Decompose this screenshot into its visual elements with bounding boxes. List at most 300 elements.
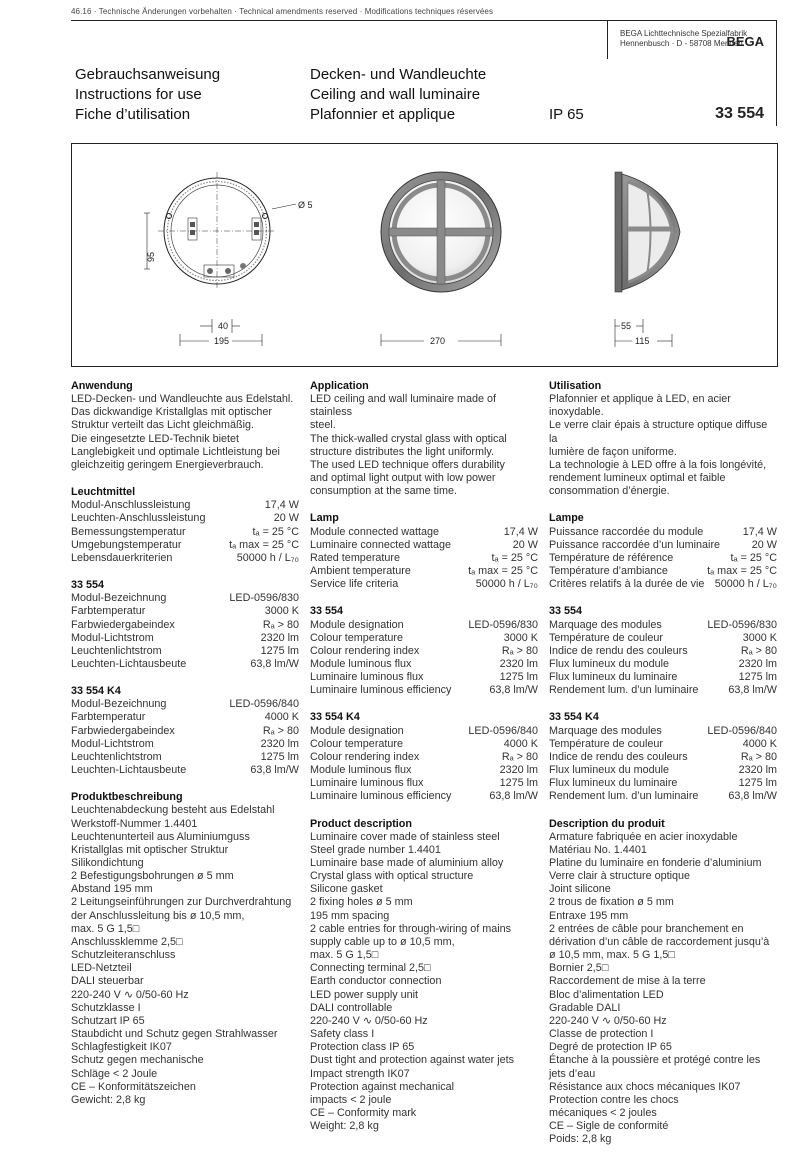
spec-value: 2320 lm — [499, 764, 538, 777]
spec-value: 2320 lm — [499, 657, 538, 670]
text-line: Bloc d’alimentation LED — [549, 988, 664, 1001]
spec-row — [71, 592, 299, 605]
text-line: Anschlussklemme 2,5□ — [71, 935, 183, 948]
spec-label: Leuchtenlichtstrom — [71, 644, 162, 657]
text-line: gleichzeitig geringem Energieverbrauch. — [71, 458, 264, 471]
variant-840-section — [310, 711, 538, 803]
text-line: Poids: 2,8 kg — [549, 1133, 612, 1146]
spec-value: 63,8 lm/W — [489, 790, 538, 803]
spec-value: LED-0596/830 — [468, 618, 538, 631]
text-line: Abstand 195 mm — [71, 883, 153, 896]
text-line: and optimal light output with low power — [310, 472, 496, 485]
text-line: 2 cable entries for through-wiring of mains — [310, 922, 512, 935]
spec-row — [310, 777, 538, 790]
text-line: Silicone gasket — [310, 883, 383, 896]
article-number: 33 554 — [715, 105, 764, 122]
dim-hole-label: Ø 5 — [298, 200, 313, 210]
text-line: supply cable up to ø 10,5 mm, — [310, 935, 455, 948]
top-note: 46.16 · Technische Änderungen vorbehalten · Technical amendments reserved · Modifications techniques réservées — [71, 7, 494, 16]
text-line: Protection class IP 65 — [310, 1041, 415, 1054]
spec-label: Module designation — [310, 618, 404, 631]
spec-label: Bemessungstemperatur — [71, 525, 186, 538]
product-name-fr: Plafonnier et applique — [310, 106, 456, 123]
text-line: Protection against mechanical — [310, 1080, 455, 1093]
text-line: 2 entrées de câble pour branchement en — [549, 922, 744, 935]
spec-row — [71, 619, 299, 632]
application-section-heading: Anwendung — [71, 380, 133, 392]
spec-label: Température de référence — [549, 551, 674, 564]
text-line: 220-240 V ∿ 0/50-60 Hz — [549, 1014, 667, 1027]
spec-row — [549, 764, 777, 777]
spec-row — [310, 552, 538, 565]
spec-value: Rₐ > 80 — [740, 750, 777, 763]
spec-row — [71, 698, 299, 711]
spec-label: Farbtemperatur — [71, 605, 146, 618]
text-line: Platine du luminaire en fonderie d’aluminium — [549, 857, 762, 869]
spec-label: Rendement lum. d’un luminaire — [549, 790, 699, 803]
text-line: 2 trous de fixation ø 5 mm — [549, 896, 674, 909]
text-line: Staubdicht und Schutz gegen Strahlwasser — [71, 1028, 278, 1041]
text-line: Werkstoff-Nummer 1.4401 — [71, 817, 198, 830]
variant-840-section-heading: 33 554 K4 — [310, 711, 360, 724]
text-line: LED ceiling and wall luminaire made of stainless — [310, 393, 497, 419]
text-line: DALI controllable — [310, 1001, 393, 1014]
spec-row — [549, 539, 777, 552]
spec-value: 63,8 lm/W — [489, 684, 538, 697]
product-description-section-text — [549, 831, 777, 1147]
text-line: Luminaire cover made of stainless steel — [310, 830, 500, 843]
variant-840-section-heading: 33 554 K4 — [71, 685, 121, 698]
spec-value: tₐ = 25 °C — [730, 551, 777, 564]
spec-label: Module luminous flux — [310, 764, 412, 777]
text-line: DALI steuerbar — [71, 975, 144, 988]
spec-value: tₐ max = 25 °C — [468, 565, 538, 578]
text-line: Silikondichtung — [71, 857, 144, 869]
product-description-section-heading: Produktbeschreibung — [71, 791, 183, 804]
spec-row — [71, 499, 299, 512]
spec-label: Critères relatifs à la durée de vie — [549, 578, 705, 591]
lamp-section — [549, 512, 777, 591]
text-line: The used LED technique offers durability — [310, 458, 505, 471]
spec-value: 1275 lm — [738, 671, 777, 684]
spec-label: Luminaire luminous efficiency — [310, 684, 452, 697]
lamp-section — [71, 486, 299, 565]
spec-label: Marquage des modules — [549, 724, 662, 737]
spec-label: Modul-Lichtstrom — [71, 737, 154, 750]
product-description-section-text — [310, 831, 538, 1134]
spec-value: 20 W — [512, 538, 538, 551]
text-line: Impact strength IK07 — [310, 1067, 410, 1080]
text-line: steel. — [310, 419, 336, 432]
text-line: Luminaire base made of aluminium alloy — [310, 857, 504, 869]
doc-title-de: Gebrauchsanweisung — [75, 66, 221, 83]
ip-rating: IP 65 — [549, 106, 584, 123]
spec-row — [549, 658, 777, 671]
text-line: der Anschlussleitung bis ø 10,5 mm, — [71, 909, 245, 922]
spec-row — [71, 751, 299, 764]
spec-value: 17,4 W — [742, 525, 777, 538]
spec-label: Umgebungstemperatur — [71, 538, 182, 551]
dim-diameter-label: 270 — [430, 336, 446, 346]
text-line: CE – Sigle de conformité — [549, 1120, 669, 1133]
product-description-section — [549, 818, 777, 1147]
variant-840-section — [549, 711, 777, 803]
spec-value: 50000 h / L₇₀ — [714, 578, 777, 591]
spec-row — [71, 711, 299, 724]
spec-row — [549, 552, 777, 565]
spec-value: tₐ max = 25 °C — [229, 538, 299, 551]
text-line: Étanche à la poussière et protégé contre les — [549, 1054, 761, 1067]
spec-label: Module luminous flux — [310, 657, 412, 670]
lamp-section-heading: Lamp — [310, 512, 339, 525]
spec-row — [71, 738, 299, 751]
spec-row — [549, 790, 777, 803]
spec-row — [310, 738, 538, 751]
doc-title-en: Instructions for use — [75, 86, 202, 103]
spec-value: 20 W — [751, 538, 777, 551]
spec-row — [549, 684, 777, 697]
spec-label: Leuchten-Lichtausbeute — [71, 657, 187, 670]
spec-row — [310, 684, 538, 697]
text-line: Le verre clair épais à structure optique diffuse la — [549, 419, 768, 445]
spec-label: Modul-Bezeichnung — [71, 698, 167, 711]
product-description-section-heading: Description du produit — [549, 817, 665, 830]
text-line: Schlagfestigkeit IK07 — [71, 1041, 172, 1054]
spec-row — [549, 777, 777, 790]
spec-value: 1275 lm — [499, 671, 538, 684]
spec-label: Flux lumineux du luminaire — [549, 777, 678, 790]
spec-row — [71, 512, 299, 525]
spec-row — [310, 565, 538, 578]
spec-value: 2320 lm — [260, 737, 299, 750]
spec-value: 3000 K — [264, 605, 299, 618]
spec-label: Rated temperature — [310, 551, 401, 564]
text-line: CE – Konformitätszeichen — [71, 1080, 196, 1093]
spec-label: Colour rendering index — [310, 644, 420, 657]
product-description-section — [71, 791, 299, 1107]
spec-value: 1275 lm — [260, 750, 299, 763]
spec-row — [310, 658, 538, 671]
spec-row — [71, 526, 299, 539]
text-line: Matériau No. 1.4401 — [549, 843, 647, 856]
spec-value: 3000 K — [742, 631, 777, 644]
spec-value: 2320 lm — [738, 764, 777, 777]
column-de — [71, 380, 299, 1121]
spec-label: Puissance raccordée d’un luminaire — [549, 538, 721, 551]
spec-label: Flux lumineux du module — [549, 764, 670, 777]
dim-depth-small: 55 — [621, 321, 632, 331]
text-line: 2 Befestigungsbohrungen ø 5 mm — [71, 870, 234, 883]
variant-830-section — [549, 605, 777, 697]
spec-row — [310, 725, 538, 738]
column-fr — [549, 380, 777, 1160]
spec-row — [310, 671, 538, 684]
spec-value: 63,8 lm/W — [250, 764, 299, 777]
spec-label: Module designation — [310, 724, 404, 737]
spec-row — [310, 764, 538, 777]
spec-label: Leuchten-Lichtausbeute — [71, 764, 187, 777]
spec-value: 17,4 W — [503, 525, 538, 538]
spec-value: 4000 K — [742, 737, 777, 750]
text-line: rendement lumineux optimal et faible — [549, 472, 726, 485]
spec-value: 50000 h / L₇₀ — [475, 578, 538, 591]
text-line: Steel grade number 1.4401 — [310, 843, 441, 856]
spec-label: Indice de rendu des couleurs — [549, 750, 688, 763]
lamp-section-heading: Leuchtmittel — [71, 486, 136, 499]
spec-value: tₐ = 25 °C — [491, 551, 538, 564]
text-line: LED-Netzteil — [71, 962, 132, 975]
dim-spacing-large: 195 — [214, 336, 230, 346]
spec-row — [71, 605, 299, 618]
spec-row — [310, 790, 538, 803]
text-line: Schläge < 2 Joule — [71, 1067, 158, 1080]
spec-label: Colour temperature — [310, 631, 404, 644]
spec-label: Module connected wattage — [310, 525, 440, 538]
text-line: Classe de protection I — [549, 1028, 654, 1041]
side-view-drawing — [615, 172, 680, 347]
spec-value: Rₐ > 80 — [501, 644, 538, 657]
lamp-section-heading: Lampe — [549, 512, 584, 525]
spec-row — [310, 632, 538, 645]
spec-value: 17,4 W — [264, 499, 299, 512]
spec-value: 4000 K — [503, 737, 538, 750]
spec-row — [71, 645, 299, 658]
product-name-en: Ceiling and wall luminaire — [310, 86, 481, 103]
variant-840-section-heading: 33 554 K4 — [549, 711, 599, 724]
spec-value: 20 W — [273, 512, 299, 525]
text-line: Struktur verteilt das Licht gleichmäßig. — [71, 419, 255, 432]
text-line: Schutzart IP 65 — [71, 1014, 145, 1027]
spec-label: Colour temperature — [310, 737, 404, 750]
spec-label: Leuchten-Anschlussleistung — [71, 512, 206, 525]
product-description-section-heading: Product description — [310, 817, 412, 830]
spec-value: tₐ = 25 °C — [252, 525, 299, 538]
spec-label: Farbtemperatur — [71, 711, 146, 724]
text-line: Dust tight and protection against water jets — [310, 1054, 515, 1067]
spec-value: LED-0596/840 — [468, 724, 538, 737]
text-line: inoxydable. — [549, 406, 604, 419]
spec-row — [549, 725, 777, 738]
lamp-section — [310, 512, 538, 591]
text-line: jets d’eau — [549, 1067, 596, 1080]
text-line: Verre clair à structure optique — [549, 870, 691, 883]
spec-value: 1275 lm — [738, 777, 777, 790]
spec-label: Modul-Lichtstrom — [71, 631, 154, 644]
text-line: LED-Decken- und Wandleuchte aus Edelstahl. — [71, 393, 294, 406]
spec-value: LED-0596/830 — [707, 618, 777, 631]
spec-label: Modul-Bezeichnung — [71, 592, 167, 605]
spec-value: LED-0596/840 — [229, 698, 299, 711]
spec-value: Rₐ > 80 — [740, 644, 777, 657]
text-line: The thick-walled crystal glass with optical — [310, 432, 507, 445]
brand-logo: BEGA — [726, 34, 764, 49]
application-section-text — [549, 393, 777, 498]
text-line: Gradable DALI — [549, 1001, 621, 1014]
text-line: Schutzleiteranschluss — [71, 949, 176, 962]
text-line: Safety class I — [310, 1028, 375, 1041]
spec-row — [71, 764, 299, 777]
spec-label: Colour rendering index — [310, 750, 420, 763]
dim-height-label: 95 — [146, 251, 156, 262]
spec-label: Luminaire luminous efficiency — [310, 790, 452, 803]
spec-value: 1275 lm — [499, 777, 538, 790]
application-section — [71, 380, 299, 472]
spec-row — [549, 632, 777, 645]
application-section-heading: Utilisation — [549, 380, 602, 392]
spec-label: Flux lumineux du luminaire — [549, 671, 678, 684]
text-line: Degré de protection IP 65 — [549, 1041, 672, 1054]
text-line: ø 10,5 mm, max. 5 G 1,5□ — [549, 949, 675, 962]
doc-title-fr: Fiche d’utilisation — [75, 106, 191, 123]
text-line: lumière de façon uniforme. — [549, 445, 677, 458]
text-line: Schutzklasse I — [71, 1001, 141, 1014]
text-line: Die eingesetzte LED-Technik bietet — [71, 432, 240, 445]
spec-value: Rₐ > 80 — [501, 750, 538, 763]
text-line: max. 5 G 1,5□ — [310, 949, 379, 962]
spec-label: Luminaire luminous flux — [310, 777, 424, 790]
spec-row — [71, 658, 299, 671]
text-line: Langlebigkeit und optimale Lichtleistung bei — [71, 445, 280, 458]
text-line: impacts < 2 joule — [310, 1093, 392, 1106]
company-name: BEGA Lichttechnische Spezialfabrik — [620, 29, 748, 38]
text-line: La technologie à LED offre à la fois longévité, — [549, 458, 767, 471]
spec-value: 63,8 lm/W — [250, 657, 299, 670]
text-line: 2 Leitungseinführungen zur Durchverdrahtung — [71, 896, 292, 909]
spec-row — [549, 645, 777, 658]
spec-label: Indice de rendu des couleurs — [549, 644, 688, 657]
spec-value: 4000 K — [264, 711, 299, 724]
spec-row — [549, 738, 777, 751]
spec-value: LED-0596/830 — [229, 592, 299, 605]
text-line: Kristallglas mit optischer Struktur — [71, 843, 229, 856]
text-line: consommation d’énergie. — [549, 485, 670, 498]
text-line: Résistance aux chocs mécaniques IK07 — [549, 1080, 741, 1093]
application-section-text — [71, 393, 299, 472]
variant-840-section — [71, 685, 299, 777]
spec-label: Température d’ambiance — [549, 565, 668, 578]
column-en — [310, 380, 538, 1147]
spec-value: 1275 lm — [260, 644, 299, 657]
product-description-section — [310, 818, 538, 1134]
spec-label: Température de couleur — [549, 631, 664, 644]
text-line: Crystal glass with optical structure — [310, 870, 474, 883]
text-line: Plafonnier et applique à LED, en acier — [549, 393, 731, 406]
text-line: Raccordement de mise à la terre — [549, 975, 706, 988]
spec-row — [549, 671, 777, 684]
document-header — [71, 20, 777, 126]
variant-830-section — [310, 605, 538, 697]
spec-row — [549, 526, 777, 539]
front-view-drawing — [381, 172, 501, 346]
text-line: Das dickwandige Kristallglas mit optischer — [71, 406, 273, 419]
spec-row — [549, 578, 777, 591]
spec-label: Rendement lum. d’un luminaire — [549, 684, 699, 697]
spec-label: Luminaire luminous flux — [310, 671, 424, 684]
text-line: Armature fabriquée en acier inoxydable — [549, 830, 738, 843]
product-description-section-text — [71, 804, 299, 1107]
text-line: Protection contre les chocs — [549, 1093, 679, 1106]
dim-depth-large: 115 — [635, 336, 650, 346]
spec-row — [549, 619, 777, 632]
spec-value: 2320 lm — [738, 657, 777, 670]
spec-label: Puissance raccordée du module — [549, 525, 704, 538]
spec-label: Lebensdauerkriterien — [71, 551, 173, 564]
text-line: LED power supply unit — [310, 988, 419, 1001]
text-line: Entraxe 195 mm — [549, 909, 629, 922]
spec-label: Flux lumineux du module — [549, 657, 670, 670]
text-line: Gewicht: 2,8 kg — [71, 1093, 146, 1106]
text-line: 195 mm spacing — [310, 909, 390, 922]
text-line: 220-240 V ∿ 0/50-60 Hz — [310, 1014, 428, 1027]
variant-830-section-heading: 33 554 — [549, 605, 583, 618]
spec-value: LED-0596/840 — [707, 724, 777, 737]
spec-value: 63,8 lm/W — [728, 790, 777, 803]
spec-row — [71, 539, 299, 552]
spec-label: Température de couleur — [549, 737, 664, 750]
spec-value: 2320 lm — [260, 631, 299, 644]
dim-spacing-small: 40 — [218, 321, 229, 331]
text-line: consumption at the same time. — [310, 485, 458, 498]
text-line: Leuchtenabdeckung besteht aus Edelstahl — [71, 804, 275, 817]
application-section — [310, 380, 538, 498]
text-line: structure distributes the light uniformly. — [310, 445, 495, 458]
text-line: CE – Conformity mark — [310, 1106, 417, 1119]
text-line: Schutz gegen mechanische — [71, 1054, 204, 1067]
text-line: max. 5 G 1,5□ — [71, 922, 140, 935]
spec-label: Farbwiedergabeindex — [71, 724, 175, 737]
application-section-heading: Application — [310, 380, 369, 392]
spec-label: Luminaire connected wattage — [310, 538, 452, 551]
spec-row — [310, 619, 538, 632]
variant-830-section-heading: 33 554 — [71, 579, 105, 592]
variant-830-section-heading: 33 554 — [310, 605, 344, 618]
spec-row — [71, 632, 299, 645]
application-section-text — [310, 393, 538, 498]
product-name-de: Decken- und Wandleuchte — [310, 66, 487, 83]
text-line: Weight: 2,8 kg — [310, 1120, 379, 1133]
header-divider — [607, 21, 608, 59]
text-line: mécaniques < 2 joules — [549, 1106, 657, 1119]
spec-value: tₐ max = 25 °C — [707, 565, 777, 578]
text-line: Joint silicone — [549, 883, 611, 896]
technical-drawing — [71, 143, 778, 367]
spec-value: Rₐ > 80 — [262, 724, 299, 737]
company-location: Hennenbusch · D - 58708 Menden — [620, 39, 743, 48]
variant-830-section — [71, 579, 299, 671]
spec-label: Farbwiedergabeindex — [71, 618, 175, 631]
spec-row — [310, 751, 538, 764]
spec-row — [71, 552, 299, 565]
spec-row — [310, 539, 538, 552]
spec-label: Ambient temperature — [310, 565, 411, 578]
spec-value: 63,8 lm/W — [728, 684, 777, 697]
spec-value: 50000 h / L₇₀ — [236, 551, 299, 564]
text-line: Earth conductor connection — [310, 975, 442, 988]
spec-label: Service life criteria — [310, 578, 399, 591]
spec-row — [310, 526, 538, 539]
text-line: Connecting terminal 2,5□ — [310, 962, 431, 975]
spec-label: Marquage des modules — [549, 618, 662, 631]
spec-row — [310, 645, 538, 658]
back-view-drawing — [144, 172, 313, 346]
text-line: 220-240 V ∿ 0/50-60 Hz — [71, 988, 189, 1001]
spec-row — [71, 725, 299, 738]
text-line: dérivation d’un câble de raccordement jusqu’à — [549, 935, 770, 948]
spec-row — [549, 565, 777, 578]
spec-label: Modul-Anschlussleistung — [71, 499, 191, 512]
application-section — [549, 380, 777, 498]
text-line: Leuchtenunterteil aus Aluminiumguss — [71, 830, 250, 843]
